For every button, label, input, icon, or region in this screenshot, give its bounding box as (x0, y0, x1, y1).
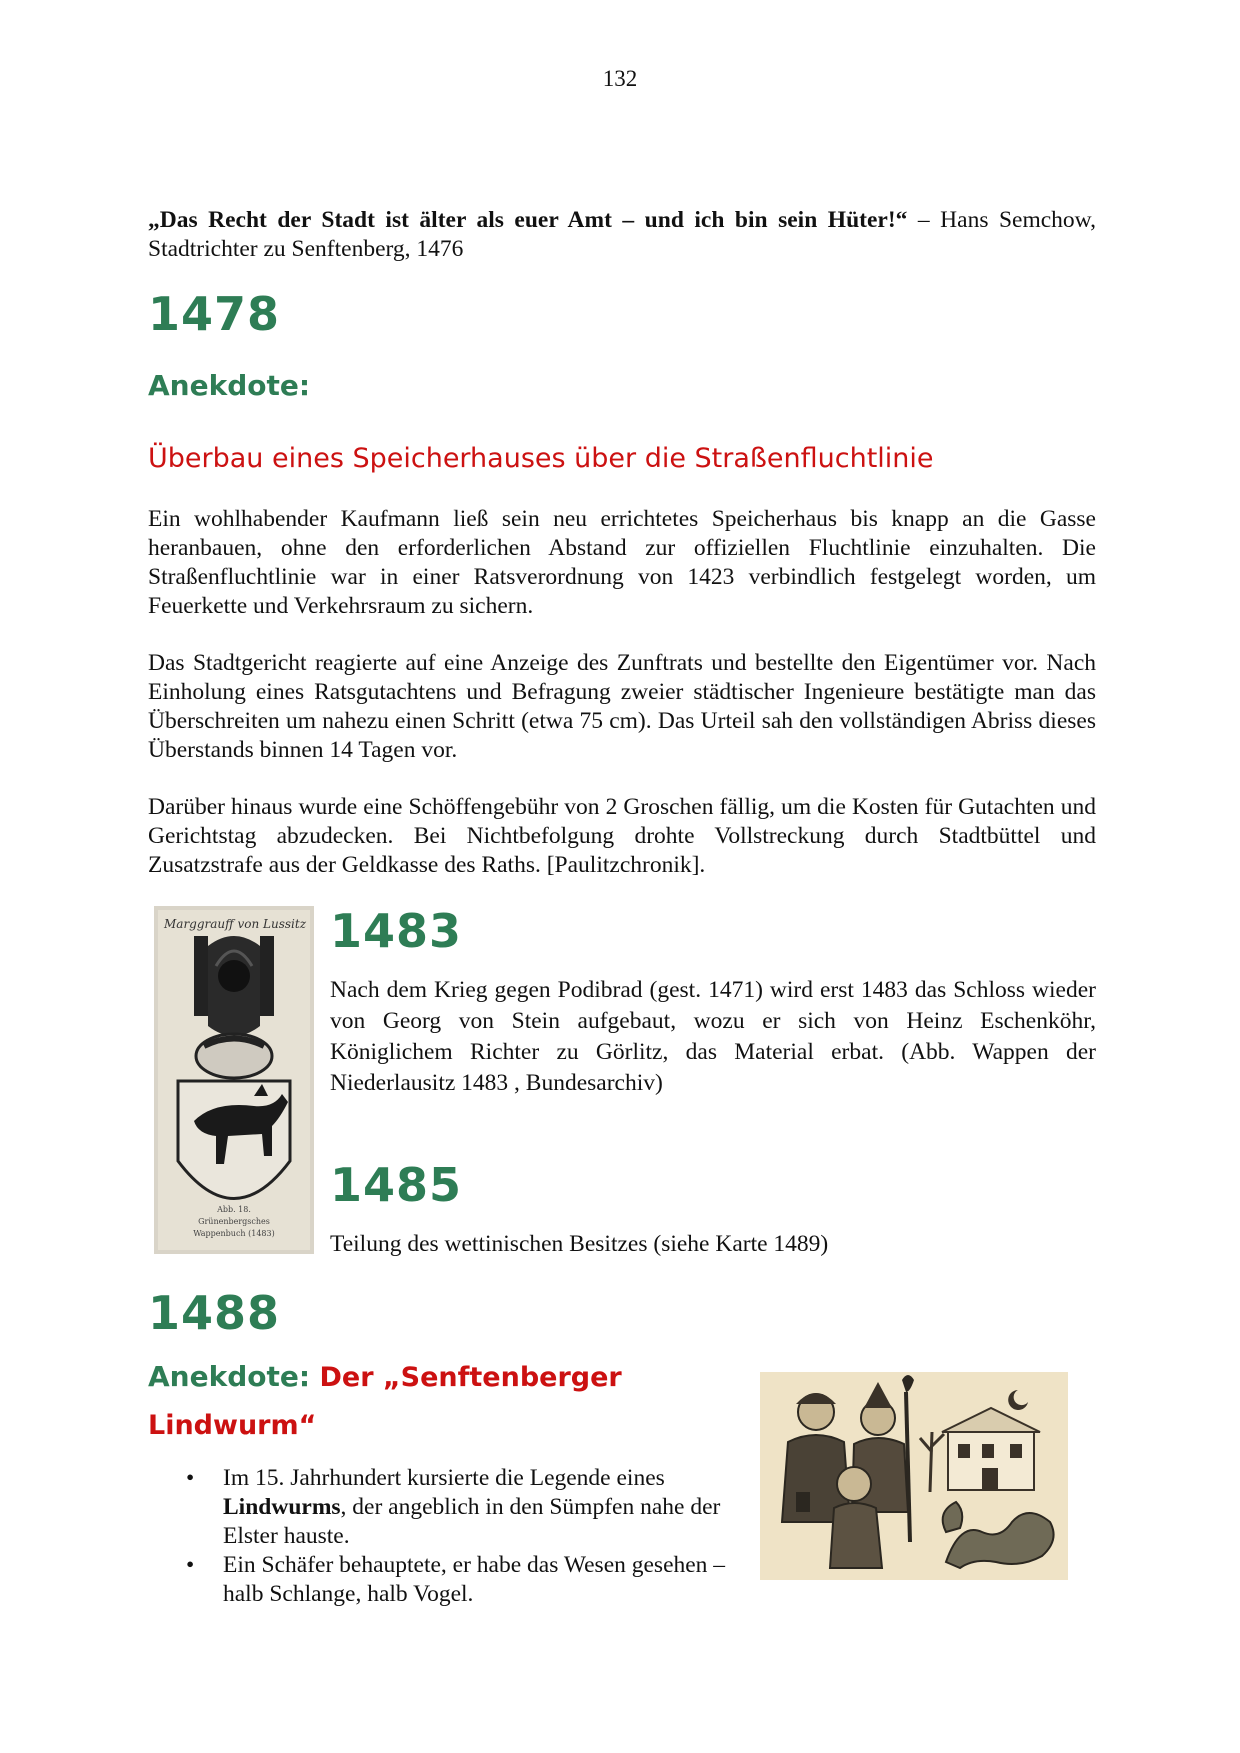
bullet-1-bold: Lindwurms (223, 1494, 341, 1520)
bullet-2-text: Ein Schäfer behauptete, er habe das Wesen gesehen – halb Schlange, halb Vogel. (223, 1552, 726, 1607)
year-heading-1478: 1478 (148, 287, 281, 341)
coat-caption-1: Abb. 18. (217, 1205, 251, 1214)
opening-quote (148, 206, 1096, 264)
anecdote-title-1488-part2: Lindwurm“ (148, 1410, 317, 1441)
quote-bold: „Das Recht der Stadt ist älter als euer Amt – und ich bin sein Hüter!“ (148, 207, 908, 233)
anecdote-title-1478: Überbau eines Speicherhauses über die Straßenfluchtlinie (148, 443, 934, 474)
coat-of-arms-image (154, 906, 314, 1254)
list-item (180, 1551, 740, 1609)
anecdote-label-1488: Anekdote: (148, 1360, 311, 1393)
quote-attribution: – Hans Semchow, Stadtrichter zu Senftenberg, 1476 (148, 207, 1097, 262)
anecdote-title-1488-part1: Der „Senftenberger (310, 1362, 622, 1393)
paragraph-1483: Nach dem Krieg gegen Podibrad (gest. 1471) wird erst 1483 das Schloss wieder von Georg von Stein aufgebaut, wozu er sich von Heinz Eschenköhr, Königlichem Richter zu Görlitz, das Material erbat. (Abb. Wappen der Niederlausitz 1483 , Bundesarchiv) (330, 977, 1096, 1096)
list-item (180, 1464, 740, 1551)
year-heading-1483: 1483 (330, 904, 463, 958)
coat-caption-3: Wappenbuch (1483) (193, 1229, 275, 1238)
bullet-1-text: Im 15. Jahrhundert kursierte die Legende eines (223, 1465, 665, 1491)
bullet-dot: • (186, 1552, 195, 1578)
lindwurm-illustration (760, 1372, 1068, 1580)
bullet-dot: • (186, 1465, 195, 1491)
coat-header-text: Marggrauff von Lussitz (164, 917, 307, 931)
paragraph-1485: Teilung des wettinischen Besitzes (siehe Karte 1489) (330, 1231, 829, 1257)
anecdote-label-1478: Anekdote: (148, 369, 311, 402)
coat-caption-2: Grünenbergsches (198, 1217, 270, 1226)
page-number: 132 (602, 66, 638, 91)
anecdote-heading-1488 (148, 1356, 708, 1452)
bullet-list (180, 1464, 740, 1609)
paragraph-3: Darüber hinaus wurde eine Schöffengebühr von 2 Groschen fällig, um die Kosten für Gutachten und Gerichtstag abzudecken. Bei Nichtbefolgung drohte Vollstreckung durch Stadtbüttel und Zusatzstrafe aus der Geldkasse des Raths. [Paulitzchronik]. (148, 794, 1096, 878)
year-heading-1485: 1485 (330, 1158, 463, 1212)
bullet-1-text-end: , der angeblich in den Sümpfen nahe der Elster hauste. (223, 1494, 721, 1549)
year-heading-1488: 1488 (148, 1286, 281, 1340)
paragraph-1: Ein wohlhabender Kaufmann ließ sein neu errichtetes Speicherhaus bis knapp an die Gasse heranbauen, ohne den erforderlichen Abstand zur offiziellen Fluchtlinie einzuhalten. Die Straßenfluchtlinie war in einer Ratsverordnung von 1423 verbindlich festgelegt worden, um Feuerkette und Verkehrsraum zu sichern. (148, 506, 1096, 619)
paragraph-2: Das Stadtgericht reagierte auf eine Anzeige des Zunftrats und bestellte den Eigentümer vor. Nach Einholung eines Ratsgutachtens und Befragung zweier städtischer Ingenieure bestätigte man das Überschreiten um nahezu einen Schritt (etwa 75 cm). Das Urteil sah den vollständigen Abriss dieses Überstands binnen 14 Tagen vor. (148, 650, 1096, 763)
